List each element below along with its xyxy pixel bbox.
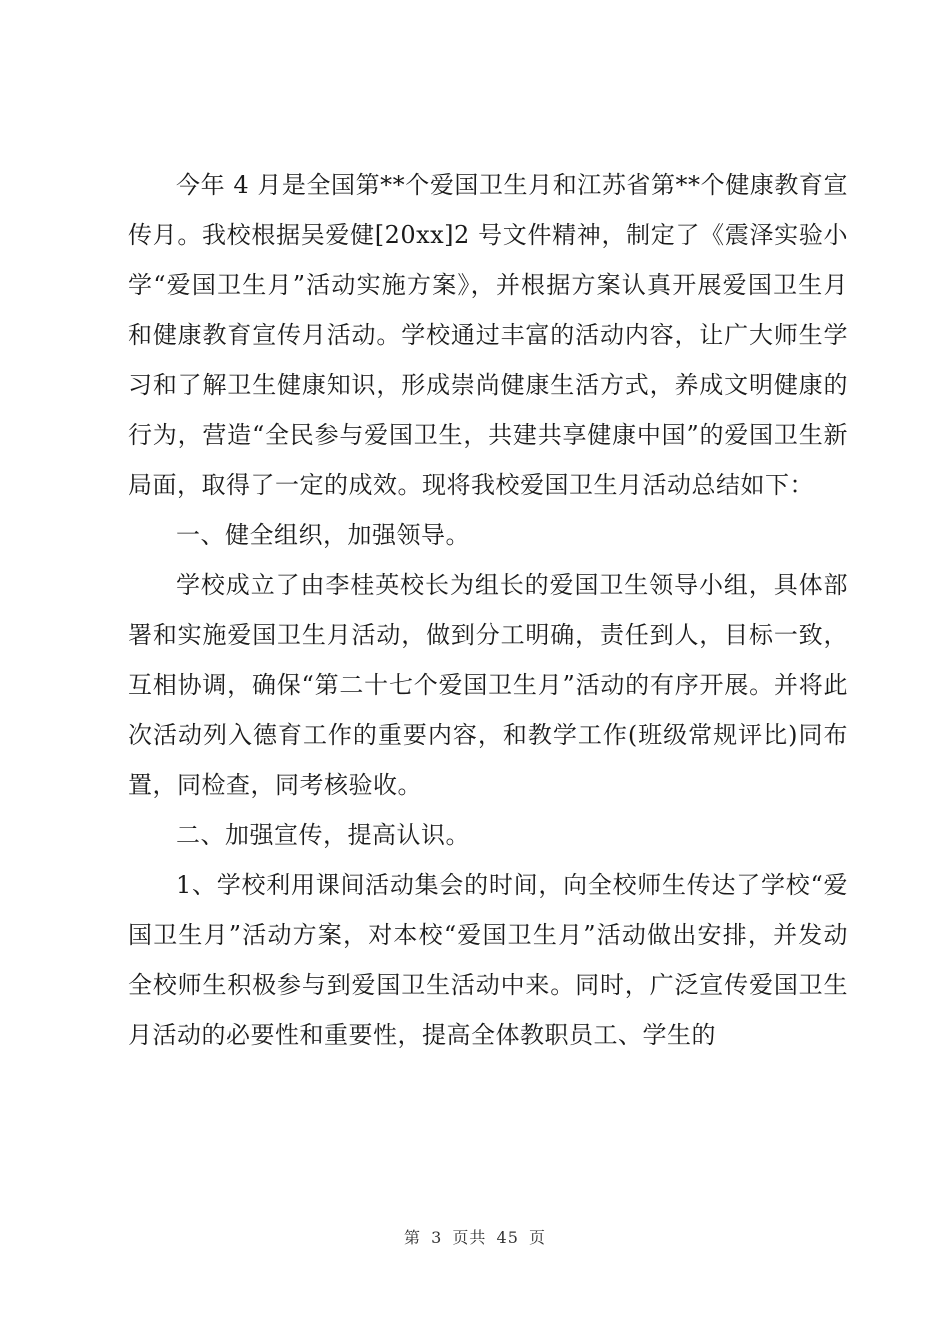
- footer-middle: 页共: [452, 1228, 487, 1247]
- footer-prefix: 第: [404, 1228, 422, 1247]
- paragraph-organization: 学校成立了由李桂英校长为组长的爱国卫生领导小组，具体部署和实施爱国卫生月活动，做到分工明确，责任到人，目标一致，互相协调，确保“第二十七个爱国卫生月”活动的有序开展。并将此次活动列入德育工作的重要内容，和教学工作(班级常规评比)同布置，同检查，同考核验收。: [128, 571, 848, 799]
- paragraph-intro: 今年 4 月是全国第**个爱国卫生月和江苏省第**个健康教育宣传月。我校根据吴爱健[20xx]2 号文件精神，制定了《震泽实验小学“爱国卫生月”活动实施方案》，并根据方案认真开展爱国卫生月和健康教育宣传月活动。学校通过丰富的活动内容，让广大师生学习和了解卫生健康知识，形成崇尚健康生活方式，养成文明健康的行为，营造“全民参与爱国卫生，共建共享健康中国”的爱国卫生新局面，取得了一定的成效。现将我校爱国卫生月活动总结如下：: [128, 171, 848, 499]
- page-footer: [0, 1226, 950, 1250]
- footer-suffix: 页: [528, 1228, 546, 1247]
- section-heading-1: 一、健全组织，加强领导。: [176, 521, 470, 549]
- document-body: [128, 160, 848, 1060]
- footer-current-page: 3: [431, 1228, 443, 1247]
- paragraph-publicity: 1、学校利用课间活动集会的时间，向全校师生传达了学校“爱国卫生月”活动方案，对本校“爱国卫生月”活动做出安排，并发动全校师生积极参与到爱国卫生活动中来。同时，广泛宣传爱国卫生月活动的必要性和重要性，提高全体教职员工、学生的: [128, 871, 848, 1049]
- footer-total-pages: 45: [496, 1228, 519, 1247]
- section-heading-2: 二、加强宣传，提高认识。: [176, 821, 470, 849]
